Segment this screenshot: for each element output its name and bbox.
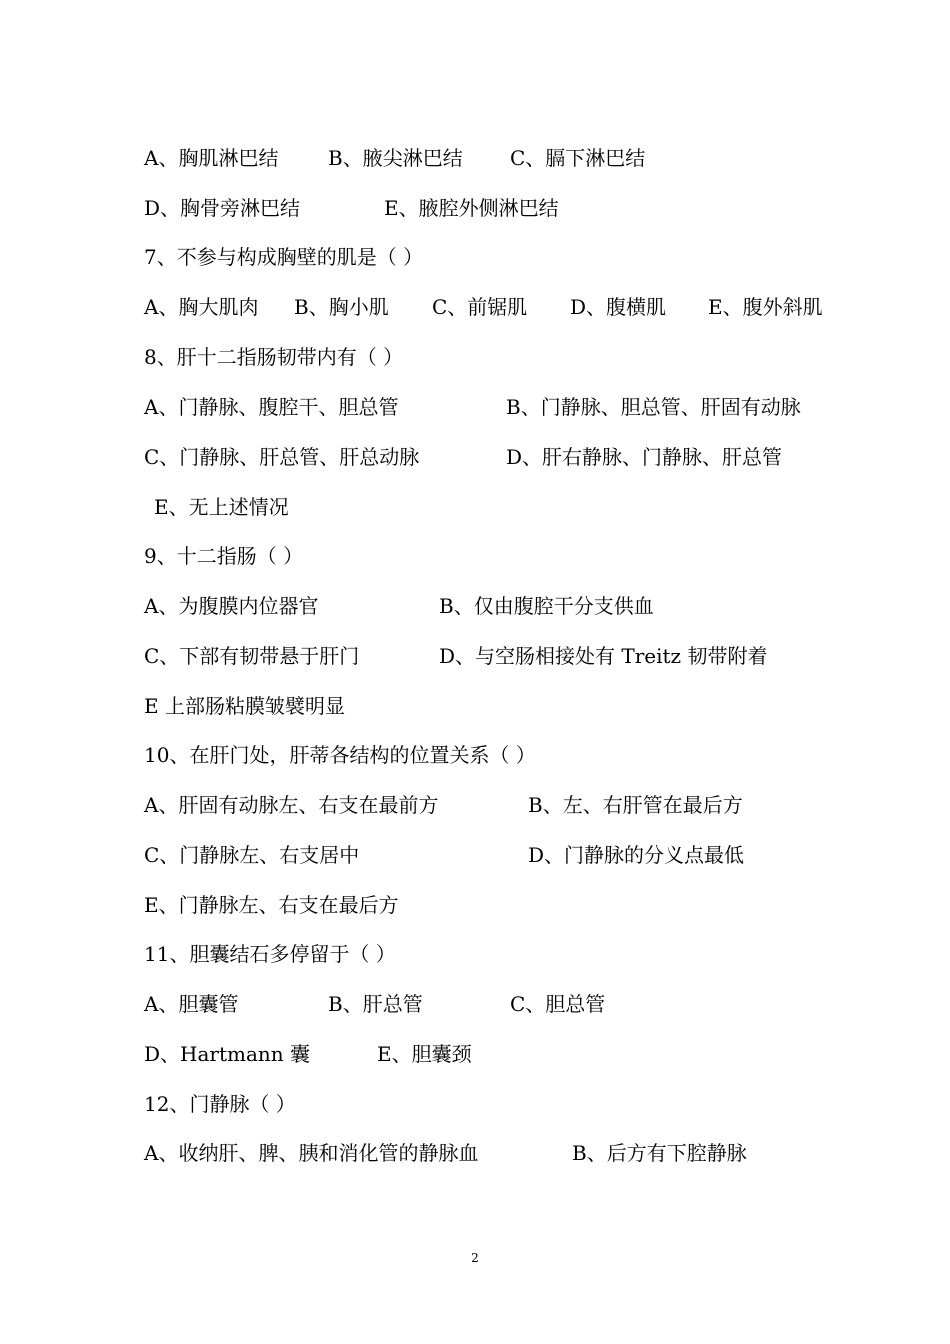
question-text: 10、在肝门处，肝蒂各结构的位置关系（ ）: [144, 743, 536, 767]
option-d: D、腹横肌: [570, 295, 667, 319]
option-d: D、与空肠相接处有 Treitz 韧带附着: [439, 644, 768, 668]
question-text: 8、肝十二指肠韧带内有（ ）: [144, 345, 404, 369]
option-b: B、门静脉、胆总管、肝固有动脉: [506, 395, 801, 419]
question-text: 9、十二指肠（ ）: [144, 544, 304, 568]
option-d: D、肝右静脉、门静脉、肝总管: [506, 445, 783, 469]
question-text: 7、不参与构成胸壁的肌是（ ）: [144, 245, 424, 269]
option-e: E、腋腔外侧淋巴结: [384, 196, 559, 220]
option-e: E、腹外斜肌: [708, 295, 823, 319]
option-c: C、胆总管: [510, 992, 606, 1016]
option-c: C、门静脉、肝总管、肝总动脉: [144, 445, 420, 469]
question-text: 12、门静脉（ ）: [144, 1092, 296, 1116]
option-a: A、收纳肝、脾、胰和消化管的静脉血: [144, 1141, 479, 1165]
option-a: A、门静脉、腹腔干、胆总管: [144, 395, 399, 419]
option-b: B、腋尖淋巴结: [328, 146, 463, 170]
option-e: E、门静脉左、右支在最后方: [144, 893, 399, 917]
option-e: E 上部肠粘膜皱襞明显: [144, 694, 345, 718]
option-d: D、胸骨旁淋巴结: [144, 196, 301, 220]
option-a: A、胆囊管: [144, 992, 239, 1016]
question-text: 11、胆囊结石多停留于（ ）: [144, 942, 396, 966]
option-b: B、左、右肝管在最后方: [528, 793, 743, 817]
option-a: A、胸肌淋巴结: [144, 146, 279, 170]
option-d: D、Hartmann 囊: [144, 1042, 311, 1066]
option-b: B、后方有下腔静脉: [572, 1141, 747, 1165]
option-b: B、胸小肌: [294, 295, 389, 319]
option-a: A、胸大肌肉: [144, 295, 259, 319]
option-c: C、前锯肌: [432, 295, 528, 319]
option-b: B、肝总管: [328, 992, 423, 1016]
option-e: E、胆囊颈: [377, 1042, 472, 1066]
page-number: 2: [471, 1251, 479, 1265]
option-e: E、无上述情况: [154, 495, 289, 519]
option-d: D、门静脉的分义点最低: [528, 843, 745, 867]
option-c: C、下部有韧带悬于肝门: [144, 644, 360, 668]
option-a: A、肝固有动脉左、右支在最前方: [144, 793, 439, 817]
option-b: B、仅由腹腔干分支供血: [439, 594, 654, 618]
option-a: A、为腹膜内位器官: [144, 594, 319, 618]
option-c: C、门静脉左、右支居中: [144, 843, 360, 867]
option-c: C、膈下淋巴结: [510, 146, 646, 170]
